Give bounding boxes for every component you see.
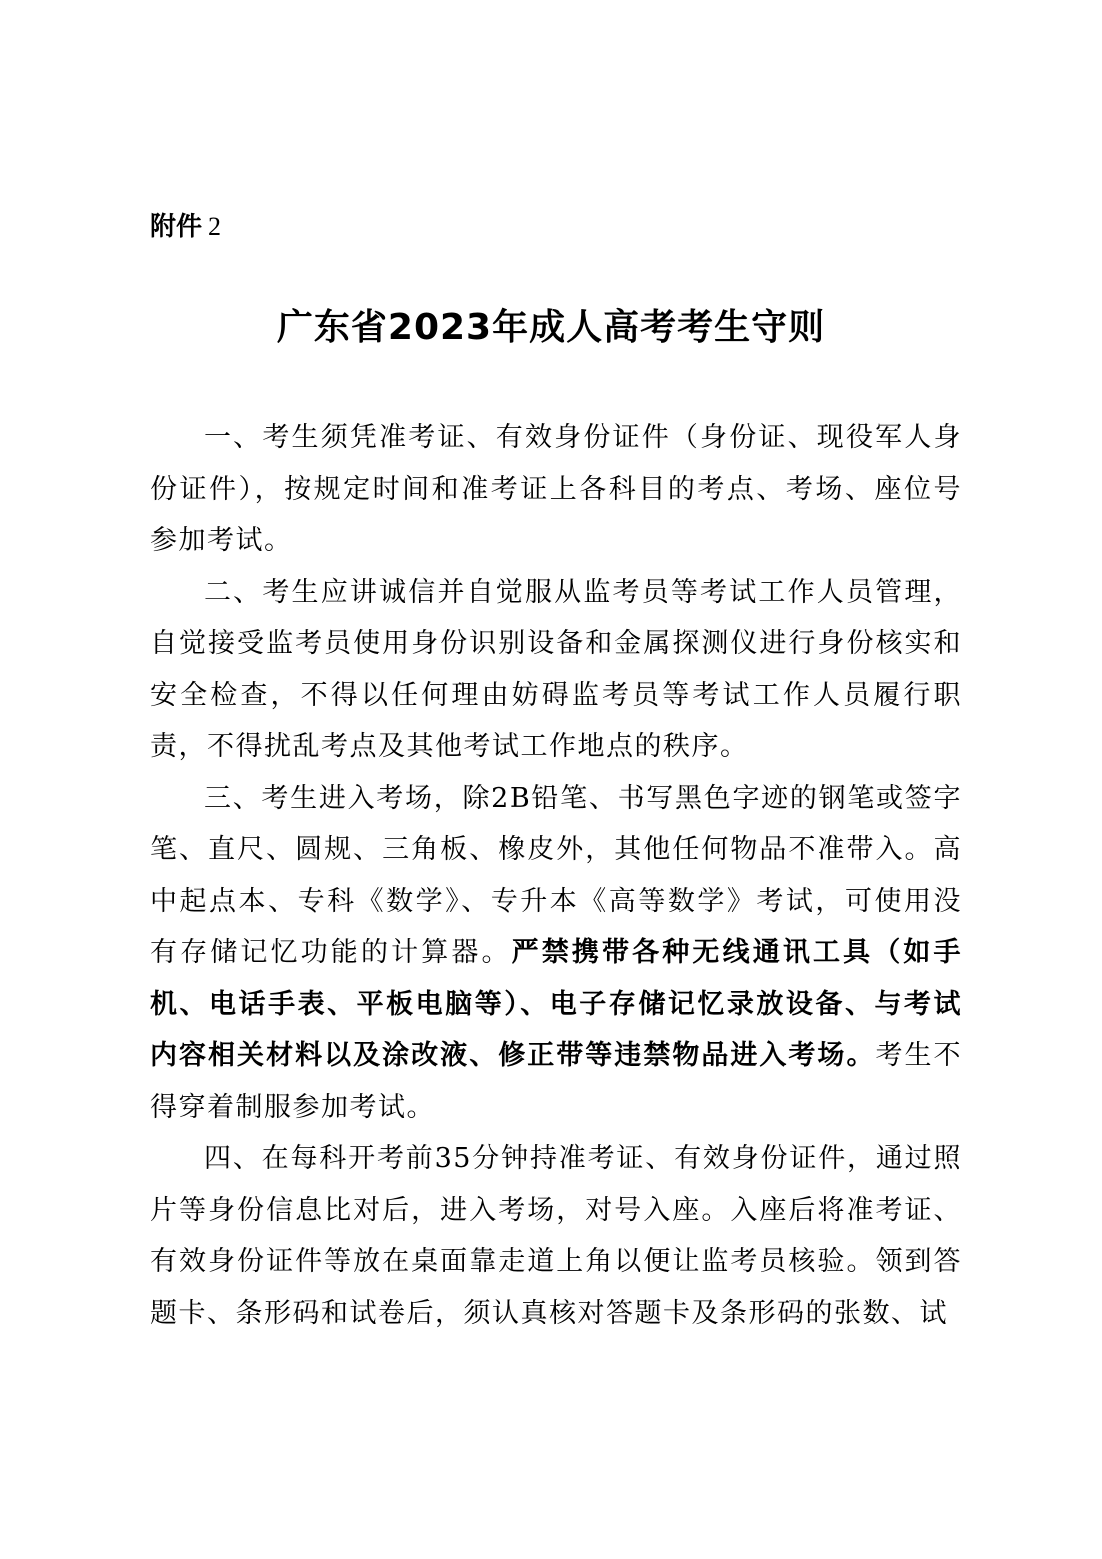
attachment-number: 2 bbox=[208, 212, 222, 241]
rule-paragraph-3 bbox=[150, 773, 962, 1134]
rule-paragraph-1: 一、考生须凭准考证、有效身份证件（身份证、现役军人身份证件），按规定时间和准考证上各科目的考点、考场、座位号参加考试。 bbox=[150, 422, 962, 556]
rule-paragraph-2: 二、考生应讲诚信并自觉服从监考员等考试工作人员管理，自觉接受监考员使用身份识别设备和金属探测仪进行身份核实和安全检查，不得以任何理由妨碍监考员等考试工作人员履行职责，不得扰乱考点及其他考试工作地点的秩序。 bbox=[150, 576, 962, 762]
rule-paragraph-4: 四、在每科开考前35分钟持准考证、有效身份证件，通过照片等身份信息比对后，进入考场，对号入座。入座后将准考证、有效身份证件等放在桌面靠走道上角以便让监考员核验。领到答题卡、条形码和试卷后，须认真核对答题卡及条形码的张数、试 bbox=[150, 1143, 962, 1329]
attachment-label-text: 附件 bbox=[150, 212, 203, 242]
attachment-label bbox=[150, 207, 221, 247]
rule-paragraph-3-dress-code: 考生不得穿着制服参加考试。 bbox=[150, 1040, 963, 1123]
document-body bbox=[150, 412, 962, 1339]
document-title: 广东省2023年成人高考考生守则 bbox=[276, 307, 826, 348]
rule-paragraph-3-intro: 三、考生进入考场，除2B铅笔、书写黑色字迹的钢笔或签字笔、直尺、圆规、三角板、橡皮外，其他任何物品不准带入。高中起点本、专科《数学》、专升本《高等数学》考试，可使用没有存储记忆功能的计算器。 bbox=[150, 782, 962, 968]
rule-paragraph-3-prohibited-items: 严禁携带各种无线通讯工具（如手机、电话手表、平板电脑等）、电子存储记忆录放设备、与考试内容相关材料以及涂改液、修正带等违禁物品进入考场。 bbox=[150, 937, 963, 1071]
